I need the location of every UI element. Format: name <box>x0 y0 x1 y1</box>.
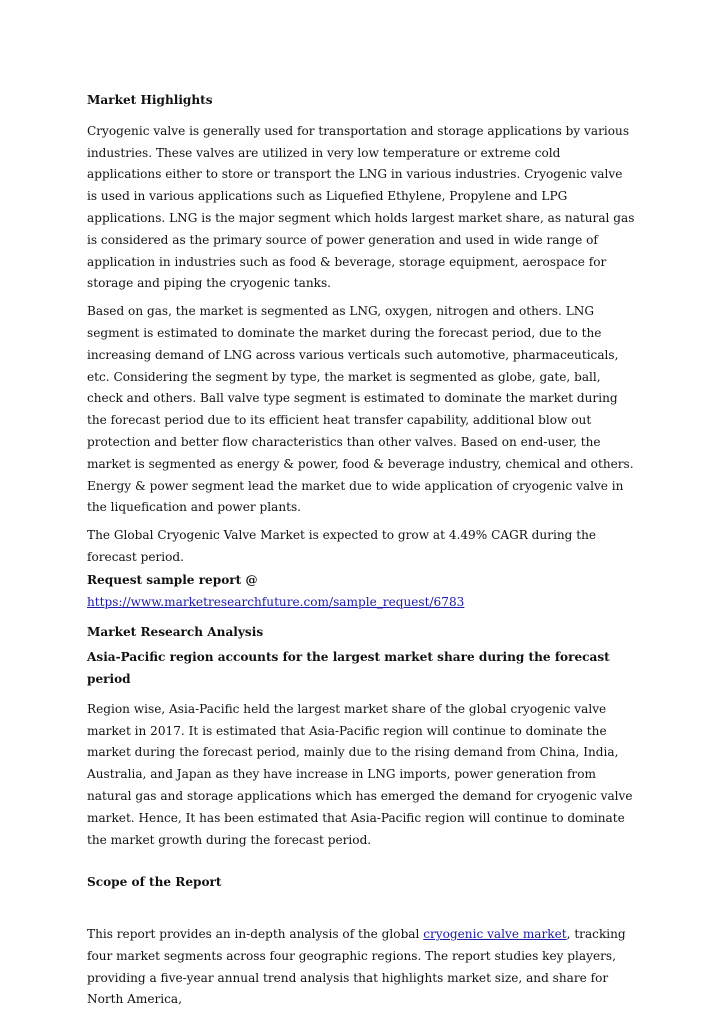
paragraph-scope <box>87 924 635 1011</box>
scope-of-report-heading: Scope of the Report <box>87 875 222 890</box>
request-sample-label: Request sample report @ <box>87 572 258 587</box>
cryogenic-valve-market-link[interactable]: cryogenic valve market <box>423 927 567 942</box>
document-page <box>87 90 635 1011</box>
request-sample-link[interactable]: https://www.marketresearchfuture.com/sample_request/6783 <box>87 594 465 609</box>
asia-pacific-heading: Asia-Pacific region accounts for the largest market share during the forecast period <box>87 650 610 686</box>
market-research-analysis-heading: Market Research Analysis <box>87 625 264 640</box>
request-sample-paragraph <box>87 592 635 614</box>
market-highlights-heading: Market Highlights <box>87 93 213 107</box>
paragraph-cryogenic-valve-intro: Cryogenic valve is generally used for transportation and storage applications by various industries. These valves are utilized in very low temperature or extreme cold applications either to store or transport the LNG in various industries. Cryogenic valve is used in various applications such as Liquefied Ethylene, Propylene and LPG applications. LNG is the major segment which holds largest market share, as natural gas is considered as the primary source of power generation and used in wide range of application in industries such as food & beverage, storage equipment, aerospace for storage and piping the cryogenic tanks. <box>87 123 635 291</box>
paragraph-cagr: The Global Cryogenic Valve Market is expected to grow at 4.49% CAGR during the forecast period. <box>87 528 597 564</box>
scope-text-after-link: , tracking four market segments across four geographic regions. The report studies key players, providing a five-year annual trend analysis that highlights market size, and share for North America, <box>87 927 626 1007</box>
scope-text-before-link: This report provides an in-depth analysis of the global <box>87 927 424 942</box>
paragraph-segmentation: Based on gas, the market is segmented as LNG, oxygen, nitrogen and others. LNG segment is estimated to dominate the market during the forecast period, due to the increasing demand of LNG across various verticals such automotive, pharmaceuticals, etc. Considering the segment by type, the market is segmented as globe, gate, ball, check and others. Ball valve type segment is estimated to dominate the market during the forecast period due to its efficient heat transfer capability, additional blow out protection and better flow characteristics than other valves. Based on end-user, the market is segmented as energy & power, food & beverage industry, chemical and others. Energy & power segment lead the market due to wide application of cryogenic valve in the liquefication and power plants. <box>87 304 634 515</box>
paragraph-regional-analysis: Region wise, Asia-Pacific held the largest market share of the global cryogenic valve market in 2017. It is estimated that Asia-Pacific region will continue to dominate the market during the forecast period, mainly due to the rising demand from China, India, Australia, and Japan as they have increase in LNG imports, power generation from natural gas and storage applications which has emerged the demand for cryogenic valve market. Hence, It has been estimated that Asia-Pacific region will continue to dominate the market growth during the forecast period. <box>87 701 633 847</box>
